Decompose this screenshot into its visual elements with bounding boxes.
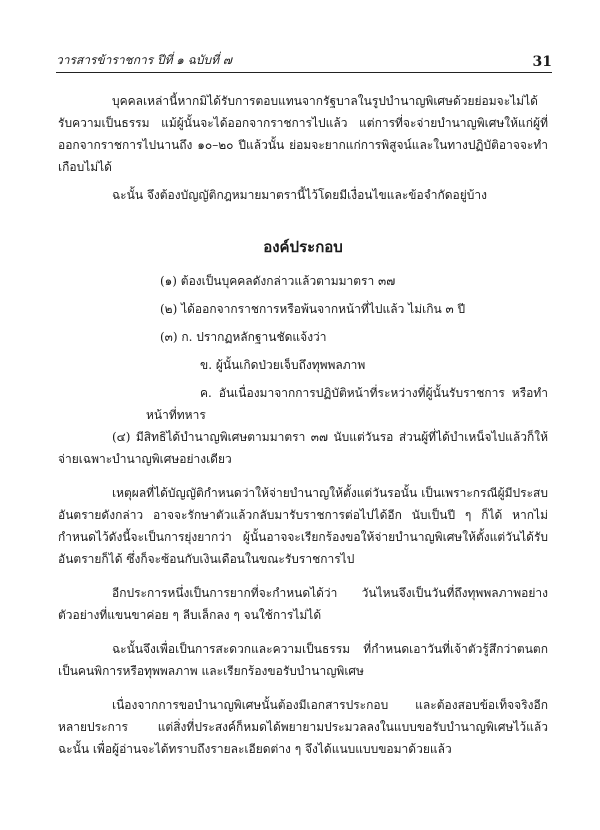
intro-paragraph-2: ฉะนั้น จึงต้องบัญญัติกฎหมายมาตรานี้ไว้โดยมีเงื่อนไขและข้อจำกัดอยู่บ้าง	[112, 188, 487, 202]
list-item: (๓) ก. ปรากฏหลักฐานชัดแจ้งว่า	[160, 330, 327, 344]
list-item: (๒) ได้ออกจากราชการหรือพ้นจากหน้าที่ไปแล้ว ไม่เกิน ๓ ปี	[160, 302, 466, 316]
running-header	[56, 46, 552, 70]
body-paragraph: ฉะนั้นจึงเพื่อเป็นการสะดวกและความเป็นธรรม ที่กำหนดเอาวันที่เจ้าตัวรู้สึกว่าตนตกเป็นคนพิการหรือทุพพลภาพ และเรียกร้องขอรับบำนาญพิเศษ	[58, 642, 548, 678]
body-paragraph: เนื่องจากการขอบำนาญพิเศษนั้นต้องมีเอกสารประกอบ และต้องสอบข้อเท็จจริงอีกหลายประการ แต่สิ่งที่ประสงค์ก็หมดได้พยายามประมวลลงในแบบขอรับบำนาญพิเศษไว้แล้ว ฉะนั้น เพื่อผู้อ่านจะได้ทราบถึงรายละเอียดต่าง ๆ จึงได้แนบแบบขอมาด้วยแล้ว	[58, 698, 548, 756]
page-number: 31	[532, 54, 552, 70]
document-body	[58, 90, 548, 810]
journal-title: วารสารข้าราชการ ปีที่ ๑ ฉบับที่ ๗	[56, 53, 232, 67]
intro-paragraph-1: บุคคลเหล่านี้หากมิได้รับการตอบแทนจากรัฐบาลในรูปบำนาญพิเศษด้วยย่อมจะไม่ได้รับความเป็นธรรม แม้ผู้นั้นจะได้ออกจากราชการไปแล้ว แต่การที่จะจ่ายบำนาญพิเศษให้แก่ผู้ที่ออกจากราชการไปนานถึง ๑๐–๒๐ ปีแล้วนั้น ย่อมจะยากแก่การพิสูจน์และในทางปฏิบัติอาจจะทำเกือบไม่ได้	[58, 94, 548, 174]
sub-list-item: ข. ผู้นั้นเกิดป่วยเจ็บถึงทุพพลภาพ	[200, 358, 366, 372]
list-item: (๑) ต้องเป็นบุคคลดังกล่าวแล้วตามมาตรา ๓๗	[160, 274, 396, 288]
sub-list-item: ค. อันเนื่องมาจากการปฏิบัติหน้าที่ระหว่างที่ผู้นั้นรับราชการ หรือทำหน้าที่ทหาร	[146, 386, 548, 422]
list-item-4: (๔) มีสิทธิได้บำนาญพิเศษตามมาตรา ๓๗ นับแต่วันรอ ส่วนผู้ที่ได้บำเหน็จไปแล้วก็ให้จ่ายเฉพาะบำนาญพิเศษอย่างเดียว	[58, 430, 548, 466]
body-paragraph: อีกประการหนึ่งเป็นการยากที่จะกำหนดได้ว่า วันไหนจึงเป็นวันที่ถึงทุพพลภาพอย่างตัวอย่างที่แขนขาค่อย ๆ ลีบเล็กลง ๆ จนใช้การไม่ได้	[58, 586, 548, 622]
body-paragraph: เหตุผลที่ได้บัญญัติกำหนดว่าให้จ่ายบำนาญให้ตั้งแต่วันรอนั้น เป็นเพราะกรณีผู้มีประสบอันตรายดังกล่าว อาจจะรักษาตัวแล้วกลับมารับราชการต่อไปได้อีก นับเป็นปี ๆ ก็ได้ หากไม่กำหนดไว้ดังนี้จะเป็นการยุ่งยากว่า ผู้นั้นอาจจะเรียกร้องขอให้จ่ายบำนาญพิเศษให้ตั้งแต่วันได้รับอันตรายก็ได้ ซึ่งก็จะซ้อนกับเงินเดือนในขณะรับราชการไป	[58, 486, 548, 566]
header-rule	[56, 72, 552, 73]
section-heading: องค์ประกอบ	[263, 238, 343, 256]
